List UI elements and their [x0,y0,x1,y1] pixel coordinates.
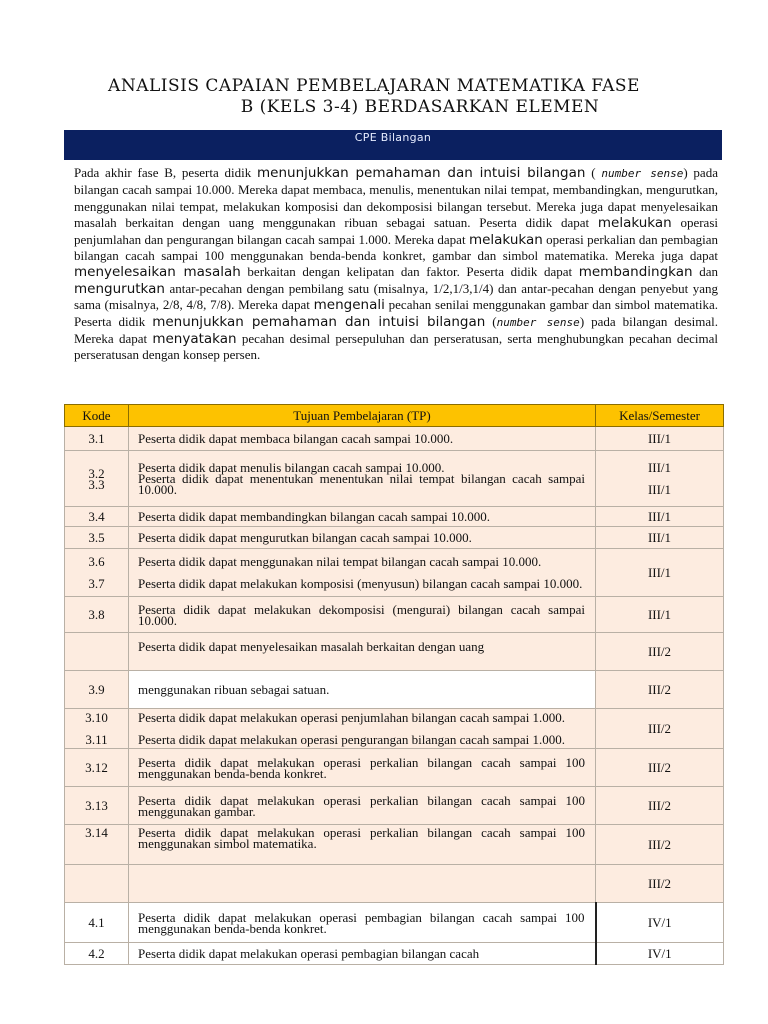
table-header-row [65,405,724,427]
kelas-cell: III/1 [596,507,724,527]
kelas-cell: IV/1 [596,903,724,943]
kelas-cell: III/2 [596,787,724,825]
kode-cell: 3.8 [65,597,129,633]
tp-cell: menggunakan ribuan sebagai satuan. [129,671,596,709]
kode-cell: 3.10 3.11 [65,709,129,749]
table-row [65,527,724,549]
kode-cell [65,865,129,903]
table-row [65,709,724,749]
tp-cell [129,865,596,903]
kode-cell: 3.4 [65,507,129,527]
kode-cell: 3.13 [65,787,129,825]
tp-cell: Peserta didik dapat melakukan operasi perkalian bilangan cacah sampai 100 menggunakan benda-benda konkret. [129,749,596,787]
tp-cell: Peserta didik dapat menulis bilangan cacah sampai 10.000. Peserta didik dapat menentukan menentukan nilai tempat bilangan cacah sampai 10.000. [129,451,596,507]
kelas-cell: III/2 [596,865,724,903]
tp-cell: Peserta didik dapat mengurutkan bilangan cacah sampai 10.000. [129,527,596,549]
header-tp: Tujuan Pembelajaran (TP) [129,405,596,427]
tp-cell: Peserta didik dapat melakukan operasi pembagian bilangan cacah sampai 100 menggunakan benda-benda konkret. [129,903,596,943]
table-row [65,825,724,865]
table-row [65,865,724,903]
kode-cell: 3.12 [65,749,129,787]
kode-cell: 3.6 3.7 [65,549,129,597]
tp-cell: Peserta didik dapat melakukan operasi perkalian bilangan cacah sampai 100 menggunakan gambar. [129,787,596,825]
kelas-cell: III/1 [596,427,724,451]
table-row [65,749,724,787]
tp-cell: Peserta didik dapat melakukan operasi pembagian bilangan cacah [129,943,596,965]
kelas-cell: III/1 [596,549,724,597]
kelas-cell: III/1 III/1 [596,451,724,507]
kode-cell: 3.5 [65,527,129,549]
table-row [65,903,724,943]
kelas-cell: III/2 [596,709,724,749]
kelas-cell: III/1 [596,527,724,549]
kelas-cell: III/2 [596,671,724,709]
kode-cell: 4.2 [65,943,129,965]
table-row [65,597,724,633]
table-row [65,427,724,451]
section-header-band [64,130,722,160]
tp-cell: Peserta didik dapat melakukan dekomposisi (mengurai) bilangan cacah sampai 10.000. [129,597,596,633]
header-kelas: Kelas/Semester [596,405,724,427]
tp-cell: Peserta didik dapat membaca bilangan cacah sampai 10.000. [129,427,596,451]
kelas-cell: III/2 [596,633,724,671]
kelas-cell: III/1 [596,597,724,633]
tp-cell: Peserta didik dapat melakukan operasi penjumlahan bilangan cacah sampai 1.000. Peserta didik dapat melakukan operasi pengurangan bilangan cacah sampai 1.000. [129,709,596,749]
document-title-line-1: ANALISIS CAPAIAN PEMBELAJARAN MATEMATIKA FASE [108,76,640,96]
kelas-cell: III/2 [596,749,724,787]
kode-cell: 4.1 [65,903,129,943]
table-row [65,549,724,597]
table-row [65,787,724,825]
kode-cell: 3.2 3.3 [65,451,129,507]
table-row [65,671,724,709]
table-row [65,507,724,527]
table-row [65,451,724,507]
tp-cell: Peserta didik dapat melakukan operasi perkalian bilangan cacah sampai 100 menggunakan simbol matematika. [129,825,596,865]
tp-cell: Peserta didik dapat menggunakan nilai tempat bilangan cacah sampai 10.000. Peserta didik dapat melakukan komposisi (menyusun) bilangan cacah sampai 10.000. [129,549,596,597]
document-title-line-2: B (KELS 3-4) BERDASARKAN ELEMEN [240,97,600,117]
tp-cell: Peserta didik dapat menyelesaikan masalah berkaitan dengan uang [129,633,596,671]
table-row [65,943,724,965]
kelas-cell: IV/1 [596,943,724,965]
tp-cell: Peserta didik dapat membandingkan bilangan cacah sampai 10.000. [129,507,596,527]
table-row [65,633,724,671]
kode-cell: 3.14 [65,825,129,865]
kelas-cell: III/2 [596,825,724,865]
tp-table [64,404,724,965]
cp-paragraph: Pada akhir fase B, peserta didik menunjukkan pemahaman dan intuisi bilangan ( number sense) pada bilangan cacah sampai 10.000. Mereka dapat membaca, menulis, menentukan nilai tempat, membandingkan, mengurutkan, menggunakan nilai tempat, melakukan komposisi dan dekomposisi bilangan tersebut. Mereka juga dapat menyelesaikan masalah berkaitan dengan uang menggunakan ribuan sebagai satuan. Peserta didik dapat melakukan operasi penjumlahan dan pengurangan bilangan cacah sampai 1.000. Mereka dapat melakukan operasi perkalian dan pembagian bilangan cacah sampai 100 menggunakan benda-benda konkret, gambar dan simbol matematika. Mereka juga dapat menyelesaikan masalah berkaitan dengan kelipatan dan faktor. Peserta didik dapat membandingkan dan mengurutkan antar-pecahan dengan pembilang satu (misalnya, 1/2,1/3,1/4) dan antar-pecahan dengan penyebut yang sama (misalnya, 2/8, 4/8, 7/8). Mereka dapat mengenali pecahan senilai menggunakan gambar dan simbol matematika. Peserta didik menunjukkan pemahaman dan intuisi bilangan (number sense) pada bilangan desimal. Mereka dapat menyatakan pecahan desimal persepuluhan dan perseratusan, serta menghubungkan pecahan decimal perseratusan dengan konsep persen. [74,165,718,363]
kode-cell: 3.1 [65,427,129,451]
section-label: CPE Bilangan [354,131,432,144]
kode-cell: 3.9 [65,671,129,709]
header-kode: Kode [65,405,129,427]
kode-cell [65,633,129,671]
